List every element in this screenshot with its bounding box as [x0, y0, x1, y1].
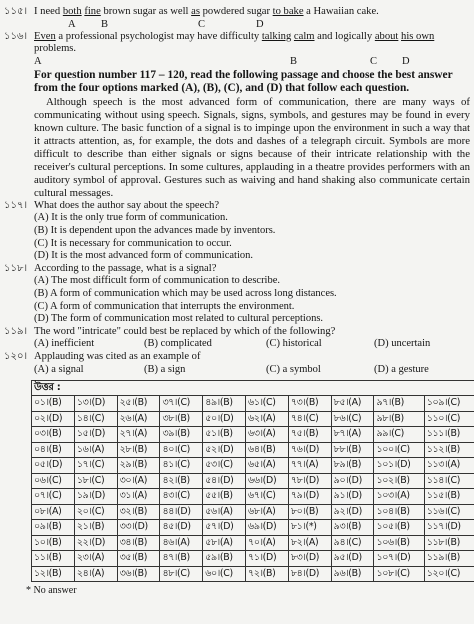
answer-key-cell: ১০১।(D): [374, 458, 424, 474]
answer-key-cell: ১০২।(B): [374, 473, 424, 489]
answer-key-cell: ৭৬।(D): [288, 442, 331, 458]
answer-key-row: [32, 473, 474, 489]
answer-key-cell: ৭০।(A): [246, 535, 289, 551]
question-120: [4, 351, 470, 364]
answer-key-cell: ৯৫।(D): [331, 551, 374, 567]
answer-key-table: [31, 380, 474, 582]
answer-key-cell: ৬৬।(D): [246, 473, 289, 489]
answer-key-cell: ০৬।(C): [32, 473, 75, 489]
option-d: (D) a gesture: [374, 363, 429, 375]
answer-key-cell: ৬২।(A): [246, 411, 289, 427]
answer-key-cell: ৩২।(B): [117, 504, 160, 520]
answer-key-header-row: [32, 381, 474, 396]
question-stem: According to the passage, what is a signal?: [34, 262, 217, 274]
answer-key-cell: ১০৪।(B): [374, 504, 424, 520]
answer-key-cell: ১৮।(C): [74, 473, 117, 489]
answer-key-cell: ২৬।(A): [117, 411, 160, 427]
answer-key-cell: ৬০।(C): [203, 566, 246, 582]
answer-key-cell: ১১।(B): [32, 551, 75, 567]
answer-key-cell: ৭৭।(A): [288, 458, 331, 474]
answer-key-cell: ৩১।(A): [117, 489, 160, 505]
option-c: (C) a symbol: [266, 363, 321, 375]
answer-key-cell: ৬১।(C): [246, 396, 289, 412]
answer-key-cell: ৮৯।(B): [331, 458, 374, 474]
answer-key-cell: ৮৫।(A): [331, 396, 374, 412]
answer-key-cell: ৫২।(D): [203, 442, 246, 458]
answer-footnote: [4, 585, 470, 598]
question-number: ১১৭।: [4, 199, 28, 211]
answer-key-row: [32, 535, 474, 551]
answer-key-header: উত্তর :: [32, 381, 474, 396]
answer-key-cell: ১৫।(D): [74, 427, 117, 443]
answer-key-cell: ৮৬।(C): [331, 411, 374, 427]
answer-key-cell: ৯২।(D): [331, 504, 374, 520]
answer-key-row: [32, 411, 474, 427]
answer-key-cell: ৩৮।(B): [160, 411, 203, 427]
answer-key-row: [32, 504, 474, 520]
answer-key-cell: ১১৬।(C): [424, 504, 474, 520]
answer-key-cell: ৯৯।(C): [374, 427, 424, 443]
option-d: (D) uncertain: [374, 338, 431, 350]
answer-key-cell: ৮০।(B): [288, 504, 331, 520]
answer-key-cell: ৯১।(D): [331, 489, 374, 505]
answer-key-cell: ১২০।(C): [424, 566, 474, 582]
answer-key-cell: ১১৯।(B): [424, 551, 474, 567]
question-number: ১২০।: [4, 350, 28, 362]
answer-key-cell: ১১০।(C): [424, 411, 474, 427]
answer-key-cell: ২৫।(B): [117, 396, 160, 412]
answer-key-cell: ৩৩।(D): [117, 520, 160, 536]
footnote-text: No answer: [33, 585, 77, 597]
answer-key-cell: ৬৩।(A): [246, 427, 289, 443]
answer-key-cell: ৪১।(C): [160, 458, 203, 474]
answer-key-cell: ৪২।(B): [160, 473, 203, 489]
question-sentence: I need both fine brown sugar as well as powdered sugar to bake a Hawaiian cake.: [34, 6, 379, 17]
answer-key-cell: ৪৭।(B): [160, 551, 203, 567]
option-d: (D) It is the most advanced form of communication.: [34, 250, 253, 262]
option-b: (B) A form of communication which may be used across long distances.: [34, 287, 337, 299]
answer-key-cell: ৩৪।(B): [117, 535, 160, 551]
answer-key-cell: ১১৪।(C): [424, 473, 474, 489]
answer-key-cell: ৮১।(*): [288, 520, 331, 536]
answer-key-cell: ১৯।(D): [74, 489, 117, 505]
question-sentence: Even a professional psychologist may have difficulty talking calm and logically about his own problems.: [34, 30, 435, 55]
answer-key-cell: ৫৯।(B): [203, 551, 246, 567]
options-row: [4, 338, 470, 351]
option-a: (A) inefficient: [34, 338, 95, 350]
option-b: (B) It is dependent upon the advances made by inventors.: [34, 224, 276, 236]
answer-key-cell: ৬৪।(B): [246, 442, 289, 458]
answer-key-row: [32, 551, 474, 567]
answer-key-cell: ২১।(B): [74, 520, 117, 536]
answer-key-cell: ১১৩।(A): [424, 458, 474, 474]
answer-key-cell: ০৭।(C): [32, 489, 75, 505]
answer-key-cell: ৭১।(D): [246, 551, 289, 567]
answer-key-cell: ১০৩।(A): [374, 489, 424, 505]
answer-key-cell: ৭৯।(D): [288, 489, 331, 505]
options-row: [4, 364, 470, 377]
question-118: [4, 263, 470, 276]
answer-key-cell: ৮৪।(D): [288, 566, 331, 582]
answer-key-cell: ৫১।(B): [203, 427, 246, 443]
answer-key-cell: ১১৫।(B): [424, 489, 474, 505]
answer-key-cell: ১২।(B): [32, 566, 75, 582]
option-a: (A) a signal: [34, 363, 84, 375]
answer-key-cell: ৩৭।(C): [160, 396, 203, 412]
question-119: [4, 326, 470, 339]
option-b: (B) a sign: [144, 363, 186, 375]
answer-key-cell: ৪৬।(A): [160, 535, 203, 551]
question-number: ১১৮।: [4, 262, 28, 274]
answer-key-row: [32, 458, 474, 474]
answer-key-cell: ০৪।(B): [32, 442, 75, 458]
answer-key-cell: ৪৫।(D): [160, 520, 203, 536]
answer-key-cell: ৭৩।(B): [288, 396, 331, 412]
answer-key-cell: ৫৮।(A): [203, 535, 246, 551]
answer-key-cell: ১০৯।(C): [424, 396, 474, 412]
answer-key-cell: ১৬।(A): [74, 442, 117, 458]
answer-key-cell: ৯৬।(B): [331, 566, 374, 582]
answer-key-cell: ৫৭।(D): [203, 520, 246, 536]
option-b: (B) complicated: [144, 338, 212, 350]
answer-key-cell: ৬৯।(D): [246, 520, 289, 536]
answer-key-cell: ৫০।(D): [203, 411, 246, 427]
answer-key-cell: ১০৮।(C): [374, 566, 424, 582]
answer-key-cell: ১৩।(D): [74, 396, 117, 412]
answer-key-cell: ১০৭।(D): [374, 551, 424, 567]
question-number: ১১৫।: [4, 6, 28, 17]
answer-key-cell: ১১৭।(D): [424, 520, 474, 536]
answer-key-cell: ৭৮।(D): [288, 473, 331, 489]
answer-key-cell: ২৩।(A): [74, 551, 117, 567]
answer-key-cell: ৭২।(B): [246, 566, 289, 582]
answer-key-cell: ৩৯।(B): [160, 427, 203, 443]
question-116: [4, 31, 470, 56]
option-c: (C) A form of communication that interrupts the environment.: [34, 300, 295, 312]
answer-key-cell: ২০।(C): [74, 504, 117, 520]
option-a: (A) It is the only true form of communication.: [34, 212, 228, 224]
reading-passage: [4, 96, 470, 200]
answer-key-cell: ৪৯।(B): [203, 396, 246, 412]
answer-key-cell: ৭৫।(B): [288, 427, 331, 443]
answer-key-cell: ৯৪।(C): [331, 535, 374, 551]
answer-key-row: [32, 442, 474, 458]
answer-key-cell: ৯৮।(B): [374, 411, 424, 427]
answer-key-cell: ৩৬।(B): [117, 566, 160, 582]
answer-key-cell: ৬৭।(C): [246, 489, 289, 505]
answer-key-cell: ৩০।(A): [117, 473, 160, 489]
answer-key-cell: ৬৫।(A): [246, 458, 289, 474]
question-115: [4, 6, 470, 19]
question-number: ১১৬।: [4, 30, 28, 42]
answer-key-cell: ৫৩।(C): [203, 458, 246, 474]
answer-key-cell: ১০০।(C): [374, 442, 424, 458]
question-stem: What does the author say about the speech?: [34, 199, 220, 211]
option-letters: A B C D: [34, 55, 410, 67]
option-letters: A B C D: [68, 18, 264, 30]
answer-key-row: [32, 427, 474, 443]
answer-key-row: [32, 520, 474, 536]
answer-key-cell: ১০৬।(B): [374, 535, 424, 551]
answer-key-cell: ০২।(D): [32, 411, 75, 427]
answer-key-cell: ১৭।(C): [74, 458, 117, 474]
answer-key-cell: ২৭।(A): [117, 427, 160, 443]
answer-key-cell: ০১।(B): [32, 396, 75, 412]
answer-key-cell: ২২।(D): [74, 535, 117, 551]
answer-key-cell: ৮২।(A): [288, 535, 331, 551]
option-d: (D) The form of communication most related to cultural perceptions.: [34, 313, 324, 325]
answer-key-cell: ১০৫।(B): [374, 520, 424, 536]
answer-key-cell: ৫৬।(A): [203, 504, 246, 520]
answer-key-cell: ৯৩।(B): [331, 520, 374, 536]
answer-key-cell: ২৪।(A): [74, 566, 117, 582]
option-a: (A) The most difficult form of communication to describe.: [34, 275, 281, 287]
answer-key-cell: ১১২।(B): [424, 442, 474, 458]
option-c: (C) historical: [266, 338, 322, 350]
answer-key-cell: ২৯।(B): [117, 458, 160, 474]
answer-key-cell: ৮৭।(A): [331, 427, 374, 443]
question-number: ১১৯।: [4, 325, 28, 337]
answer-key-cell: ৮৩।(D): [288, 551, 331, 567]
answer-key-cell: ৫৫।(B): [203, 489, 246, 505]
question-stem: Applauding was cited as an example of: [34, 350, 201, 362]
question-stem: The word "intricate" could best be replaced by which of the following?: [34, 325, 336, 337]
answer-key-cell: ০৯।(B): [32, 520, 75, 536]
answer-key-cell: ০৩।(B): [32, 427, 75, 443]
answer-key-row: [32, 396, 474, 412]
passage-text: Although speech is the most advanced form of communication, there are many ways of communicating without using speech. Signals, signs, symbols, and gestures may be found in every known culture. The basic function of a signal is to impinge upon the environment in such a way that it attracts attention, as, for example, the dots and dashes of a telegraph circuit. Symbols are more difficult to describe than either signals or signs because of their intricate relationship with the receiver's cultural perceptions. In some cultures, applauding in a theatre provides performers with an auditory symbol of approval. Gestures such as waiving and hand shaking also communicate certain cultural messages.: [34, 95, 470, 199]
answer-key-cell: ২৮।(B): [117, 442, 160, 458]
answer-key-cell: ৪০।(C): [160, 442, 203, 458]
answer-key-cell: ৪৩।(C): [160, 489, 203, 505]
answer-key-row: [32, 489, 474, 505]
answer-key-cell: ১১৮।(B): [424, 535, 474, 551]
answer-key-cell: ০৮।(A): [32, 504, 75, 520]
answer-key-cell: ১৪।(C): [74, 411, 117, 427]
answer-key-cell: ১০।(B): [32, 535, 75, 551]
question-117: [4, 200, 470, 213]
answer-key-cell: ৯৭।(B): [374, 396, 424, 412]
answer-key-cell: ৯০।(D): [331, 473, 374, 489]
answer-key-cell: ৮৮।(B): [331, 442, 374, 458]
answer-key-cell: ৬৮।(A): [246, 504, 289, 520]
answer-key-row: [32, 566, 474, 582]
answer-key-cell: ৪৪।(D): [160, 504, 203, 520]
answer-key-cell: ৭৪।(C): [288, 411, 331, 427]
answer-key-cell: ১১১।(B): [424, 427, 474, 443]
passage-instruction: For question number 117 – 120, read the following passage and choose the best answer from the four options marked (A), (B), (C), and (D) that follow each question.: [34, 68, 453, 95]
footnote-mark: *: [26, 585, 31, 597]
answer-key-cell: ৩৫।(B): [117, 551, 160, 567]
answer-key-cell: ০৫।(D): [32, 458, 75, 474]
answer-key-cell: ৪৮।(C): [160, 566, 203, 582]
answer-key-cell: ৫৪।(D): [203, 473, 246, 489]
option-c: (C) It is necessary for communication to occur.: [34, 237, 232, 249]
